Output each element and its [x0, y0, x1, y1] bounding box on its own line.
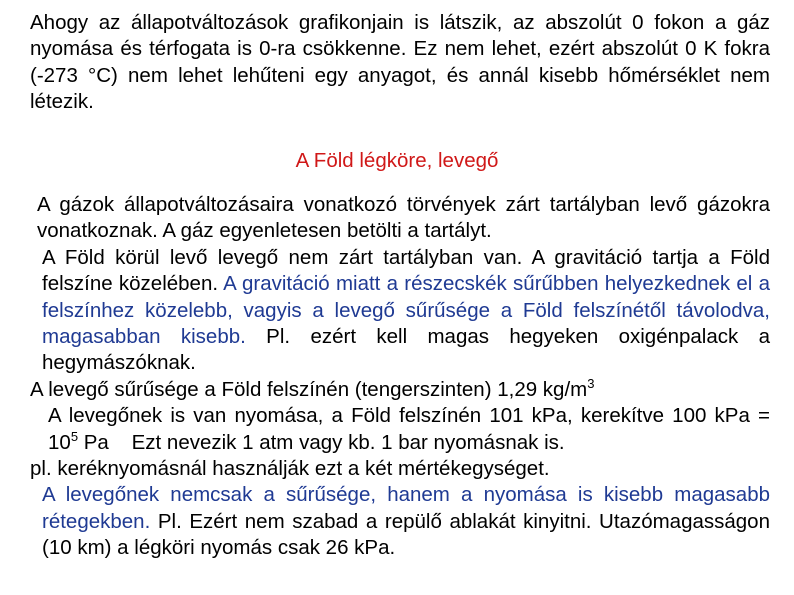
air-pressure-units: Pa Ezt nevezik 1 atm vagy kb. 1 bar nyomásnak is. [78, 430, 565, 454]
body-text [30, 192, 770, 562]
paragraph-altitude [30, 482, 770, 561]
paragraph-tire-pressure [30, 456, 770, 482]
paragraph-gravity-intro: A Föld körül levő levegő nem zárt tartályban van. A gravitáció tartja a Föld felszíne közelében. [42, 245, 770, 296]
air-pressure-exponent: 5 [70, 428, 79, 444]
air-density-exponent: 3 [587, 376, 595, 392]
air-pressure-text: A levegőnek is van nyomása, a Föld felszínén 101 kPa, kerekítve 100 kPa = 10 [48, 404, 770, 454]
paragraph-closed-container-text: A gázok állapotváltozásaira vonatkozó törvények zárt tartályban levő gázokra vonatkoznak. A gáz egyenletesen betölti a tartályt. [37, 193, 770, 243]
paragraph-closed-container [30, 192, 770, 245]
section-heading: A Föld légköre, levegő [295, 149, 499, 172]
gravity-emphasis: A gravitáció miatt a részecskék sűrűbben helyezkednek el a felszínhez közelebb, vagyis a levegő sűrűsége a Föld felszínétől távolodva, magasabban kisebb. [42, 272, 770, 349]
altitude-emphasis: A levegőnek nemcsak a sűrűsége, hanem a nyomása is kisebb magasabb rétegekben. [42, 483, 770, 533]
paragraph-air-pressure [30, 403, 770, 456]
tire-pressure-text: pl. keréknyomásnál használják ezt a két mértékegységet. [30, 457, 550, 481]
paragraph-gravity-example: Pl. ezért kell magas hegyeken oxigénpalack a hegymászóknak. [42, 325, 771, 375]
paragraph-gravity [30, 245, 770, 377]
intro-paragraph [30, 10, 770, 116]
intro-text: Ahogy az állapotváltozások grafikonjain is látszik, az abszolút 0 fokon a gáz nyomása és térfogata is 0-ra csökkenne. Ez nem lehet, ezért abszolút 0 K fokra (-273 °C) nem lehet lehűteni egy anyagot, és annál kisebb hőmérséklet nem létezik. [30, 11, 770, 114]
paragraph-air-density [30, 377, 770, 403]
air-density-text: A levegő sűrűsége a Föld felszínén (tengerszinten) 1,29 kg/m [30, 377, 588, 401]
altitude-example: Pl. Ezért nem szabad a repülő ablakát kinyitni. Utazómagasságon (10 km) a légköri nyomás csak 26 kPa. [42, 509, 770, 560]
